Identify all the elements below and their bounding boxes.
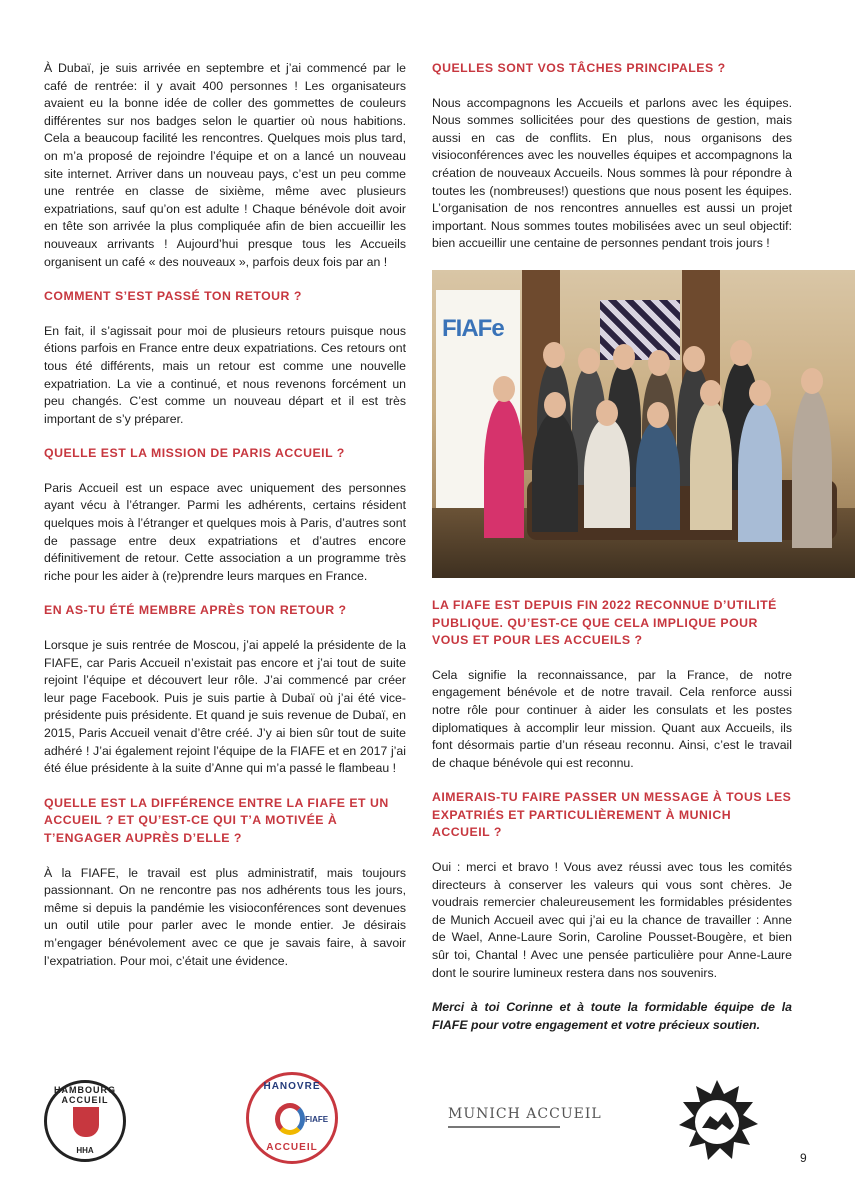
hanovre-swirl-icon (275, 1103, 305, 1135)
hanovre-logo-title: HANOVRE (263, 1081, 321, 1092)
answer-paragraph-mission: Paris Accueil est un espace avec uniquement des personnes ayant vécu à l’étranger. Parmi les adhérents, certains résident quelques mois à l’étranger et quelques mois à Paris, d’autres sont de passage entre deux expatriations et d’autres encore définitivement de retour. Cette association a un programme très riche pour les aider à (re)prendre leurs marques en France. (44, 480, 406, 583)
photo-person (636, 420, 680, 530)
group-photo (432, 270, 855, 578)
answer-paragraph-message: Oui : merci et bravo ! Vous avez réussi avec tous les comités directeurs à conserver les valeurs qui vous sont chères. Je voudrais remercier chaleureusement les formidables présidentes de Munich Accueil avec qui j’ai eu la chance de travailler : Anne de Wael, Anne-Laure Sorin, Caroline Pousset-Bougère, et bien sûr toi, Chantal ! Avec une pensée particulière pour Anne-Laure dont le sourire lumineux restera dans nos souvenirs. (432, 860, 792, 980)
hamburg-accueil-logo (44, 1080, 126, 1162)
photo-person-head (647, 402, 669, 428)
photo-person (792, 388, 832, 548)
intro-paragraph: À Dubaï, je suis arrivée en septembre et j’ai commencé par le café de rentrée: il y avait 400 personnes ! Les organisateurs avaient eu la bonne idée de coller des gommettes de couleurs différentes sur nos badges selon le quartier où nous habitions. Cela a beaucoup facilité les rencontres. Quelques mois plus tard, on m’a proposé de rejoindre l’équipe et on a lancé un nouveau site internet. Arriver dans un nouveau pays, c’est un peu comme une rentrée en classe de sixième, même avec plusieurs expatriations, sauf qu’on est adulte ! Chaque bénévole doit avoir en tête son arrivée la plus compliquée afin de bien accueillir les nouveaux arrivants ! Aujourd’hui presque tous les Accueils organisent un café « des nouveaux », parfois deux fois par an ! (44, 61, 406, 269)
photo-person-head (648, 350, 670, 376)
right-column (432, 60, 792, 1051)
photo-person-head (578, 348, 600, 374)
photo-person (484, 398, 524, 538)
question-heading-membre: EN AS-TU ÉTÉ MEMBRE APRÈS TON RETOUR ? (44, 603, 347, 618)
hanovre-fiafe-badge: FIAFE (305, 1115, 329, 1124)
star-emblem-logo (672, 1078, 762, 1164)
answer-paragraph-membre: Lorsque je suis rentrée de Moscou, j’ai appelé la présidente de la FIAFE, car Paris Accueil n’existait pas encore et j’ai tout de suite rejoint l’équipe et découvert leur rôle. J’ai commencé par créer leur page Facebook. Puis je suis partie à Dubaï où j’ai été vice-présidente puis présidente. Et quand je suis revenue de Dubaï, en 2015, Paris Accueil venait d’être créé. J’y ai bien sûr tout de suite adhéré ! J’ai également rejoint l’équipe de la FIAFE et en 2017 j’ai été élue présidente à la suite d’Anne qui m’a passé le flambeau ! (44, 638, 406, 776)
answer-paragraph-utilite-publique: Cela signifie la reconnaissance, par la France, de notre engagement bénévole et de notre travail. Cela renforce aussi notre rôle pour continuer à aider les consulats et les postes diplomatiques à accomplir leur mission. Quant aux Accueils, ils font désormais partie d’un réseau reconnu. Ainsi, c’est le travail de chaque bénévole qui est reconnu. (432, 667, 792, 770)
closing-thanks: Merci à toi Corinne et à toute la formidable équipe de la FIAFE pour votre engagement et votre précieux soutien. (432, 1000, 792, 1032)
star-emblem-icon (672, 1078, 762, 1164)
answer-paragraph-difference: À la FIAFE, le travail est plus administratif, mais toujours passionnant. On ne rencontre pas nos adhérents tous les jours, même si depuis la pandémie les visioconférences sont devenues un outil utile pour parler avec le monde entier. Je désirais m’engager bénévolement avec ce que je savais faire, à savoir l’expatriation. Pour moi, c’était une évidence. (44, 865, 406, 968)
left-column (44, 60, 406, 987)
photo-person-head (544, 392, 566, 418)
munich-logo-text: MUNICH ACCUEIL (448, 1106, 602, 1122)
partner-logos (0, 1068, 855, 1168)
hamburg-logo-title: HAMBOURG ACCUEIL (54, 1085, 116, 1105)
photo-person-head (730, 340, 752, 366)
page-number: 9 (800, 1151, 807, 1165)
answer-paragraph-taches: Nous accompagnons les Accueils et parlons avec les équipes. Nous sommes sollicitées pour des questions de gestion, mais aussi en cas de conflits. En plus, nous organisons des visioconférences avec les nouvelles équipes et accompagnons la création de nouveaux Accueils. Nous sommes là pour répondre à toutes les (nombreuses!) questions que nous posent les équipes. L’organisation de nos rencontres annuelles est aussi un projet important. Nous sommes toutes mobilisées avec un seul objectif: bien accueillir une centaine de personnes pendant trois jours ! (432, 95, 792, 251)
munich-accueil-logo (448, 1098, 602, 1132)
answer-paragraph-retour: En fait, il s’agissait pour moi de plusieurs retours puisque nous étions parfois en France entre deux expatriations. Ces retours ont tous été différents, mais un retour est comme une nouvelle expatriation. La vie a continué, et nous revenons forcément un peu changés. C’est comme un nouveau départ et il est très important de s’y préparer. (44, 323, 406, 426)
hamburg-shield-icon (73, 1107, 99, 1137)
question-heading-mission: QUELLE EST LA MISSION DE PARIS ACCUEIL ? (44, 446, 345, 461)
question-heading-retour: COMMENT S’EST PASSÉ TON RETOUR ? (44, 289, 302, 304)
hanovre-accueil-logo (246, 1072, 338, 1164)
photo-person-head (493, 376, 515, 402)
photo-person (738, 402, 782, 542)
photo-person (584, 418, 630, 528)
photo-person-head (613, 344, 635, 370)
question-heading-difference: QUELLE EST LA DIFFÉRENCE ENTRE LA FIAFE ET UN ACCUEIL ? ET QU’EST-CE QUI T’A MOTIVÉE À T’ENGAGER AUPRÈS D’ELLE ? (44, 795, 389, 845)
question-heading-message: AIMERAIS-TU FAIRE PASSER UN MESSAGE À TOUS LES EXPATRIÉS ET PARTICULIÈREMENT À MUNICH ACCUEIL ? (432, 790, 792, 840)
photo-artwork (600, 300, 680, 360)
photo-person-head (543, 342, 565, 368)
munich-logo-underline (448, 1126, 560, 1128)
hanovre-logo-subtitle: ACCUEIL (266, 1142, 318, 1153)
photo-banner-logo: FIAFe (442, 314, 504, 342)
photo-person-head (683, 346, 705, 372)
photo-person-head (596, 400, 618, 426)
photo-person (690, 400, 732, 530)
photo-person-head (749, 380, 771, 406)
question-heading-taches: QUELLES SONT VOS TÂCHES PRINCIPALES ? (432, 61, 726, 75)
photo-person-head (700, 380, 722, 406)
photo-person-head (801, 368, 823, 394)
photo-person (532, 412, 578, 532)
question-heading-utilite-publique: LA FIAFE EST DEPUIS FIN 2022 RECONNUE D’UTILITÉ PUBLIQUE. QU’EST-CE QUE CELA IMPLIQUE POUR VOUS ET POUR LES ACCUEILS ? (432, 597, 777, 648)
hamburg-logo-subtitle: HHA (76, 1146, 94, 1155)
